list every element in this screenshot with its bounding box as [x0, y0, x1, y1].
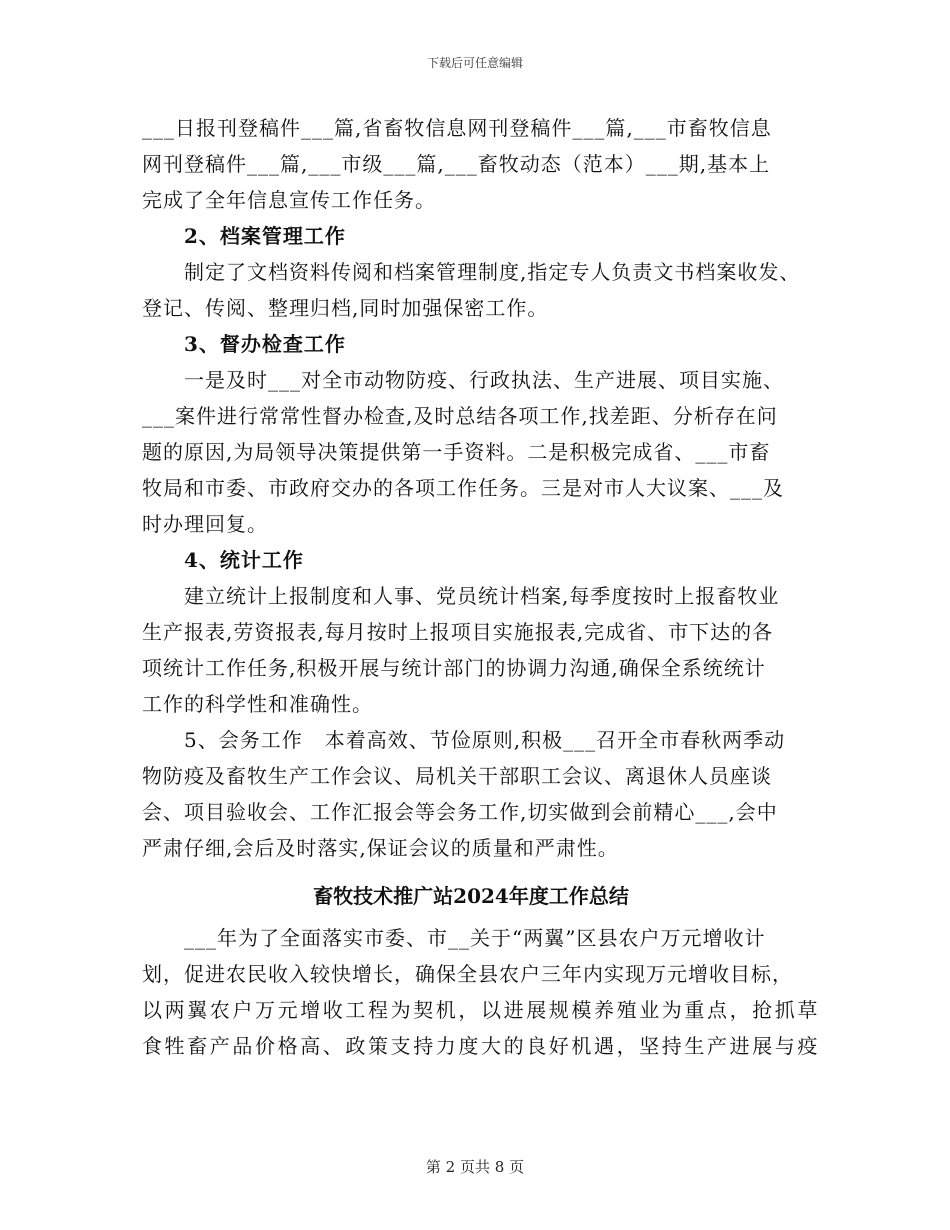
paragraph-line: 建立统计上报制度和人事、党员统计档案,每季度按时上报畜牧业: [184, 584, 780, 608]
document-title: 畜牧技术推广站2024年度工作总结: [313, 884, 629, 908]
page-footer: 第 2 页共 8 页: [425, 1158, 525, 1176]
page-header: 下载后可任意编辑: [426, 56, 523, 70]
section-heading-supervision: 3、督办检查工作: [184, 332, 346, 356]
paragraph-line: ___日报刊登稿件___篇,省畜牧信息网刊登稿件___篇,___市畜牧信息: [142, 116, 772, 140]
paragraph-line: 项统计工作任务,积极开展与统计部门的协调力沟通,确保全系统统计: [142, 656, 766, 680]
paragraph-line: 食牲畜产品价格高、政策支持力度大的良好机遇，坚持生产进展与疫: [142, 1034, 820, 1058]
paragraph-line: 一是及时___对全市动物防疫、行政执法、生产进展、项目实施、: [184, 368, 784, 392]
paragraph-line: 时办理回复。: [142, 512, 268, 536]
section-heading-statistics: 4、统计工作: [184, 548, 304, 572]
paragraph-line: ___案件进行常常性督办检查,及时总结各项工作,找差距、分析存在问: [142, 404, 778, 428]
paragraph-line: 物防疫及畜牧生产工作会议、局机关干部职工会议、离退休人员座谈: [142, 764, 772, 788]
paragraph-line: 会、项目验收会、工作汇报会等会务工作,切实做到会前精心___,会中: [142, 800, 778, 824]
paragraph-line: 5、会务工作 本着高效、节俭原则,积极___召开全市春秋两季动: [184, 728, 786, 752]
paragraph-line: 登记、传阅、整理归档,同时加强保密工作。: [142, 296, 549, 320]
paragraph-line: 制定了文档资料传阅和档案管理制度,指定专人负责文书档案收发、: [184, 260, 801, 284]
paragraph-line: 生产报表,劳资报表,每月按时上报项目实施报表,完成省、市下达的各: [142, 620, 774, 644]
paragraph-line: 完成了全年信息宣传工作任务。: [142, 188, 436, 212]
paragraph-line: 题的原因,为局领导决策提供第一手资料。二是积极完成省、___市畜: [142, 440, 771, 464]
paragraph-line: 工作的科学性和准确性。: [142, 692, 373, 716]
paragraph-line: ___年为了全面落实市委、市__关于“两翼”区县农户万元增收计: [184, 926, 766, 950]
document-body: [142, 110, 820, 1064]
section-heading-archives: 2、档案管理工作: [184, 224, 346, 248]
paragraph-line: 划，促进农民收入较快增长，确保全县农户三年内实现万元增收目标，: [142, 962, 793, 986]
paragraph-line: 严肃仔细,会后及时落实,保证会议的质量和严肃性。: [142, 836, 619, 860]
paragraph-line: 牧局和市委、市政府交办的各项工作任务。三是对市人大议案、___及: [142, 476, 784, 500]
paragraph-line: 网刊登稿件___篇,___市级___篇,___畜牧动态（范本）___期,基本上: [142, 152, 771, 176]
paragraph-line: 以两翼农户万元增收工程为契机，以进展规模养殖业为重点，抢抓草: [142, 998, 820, 1022]
